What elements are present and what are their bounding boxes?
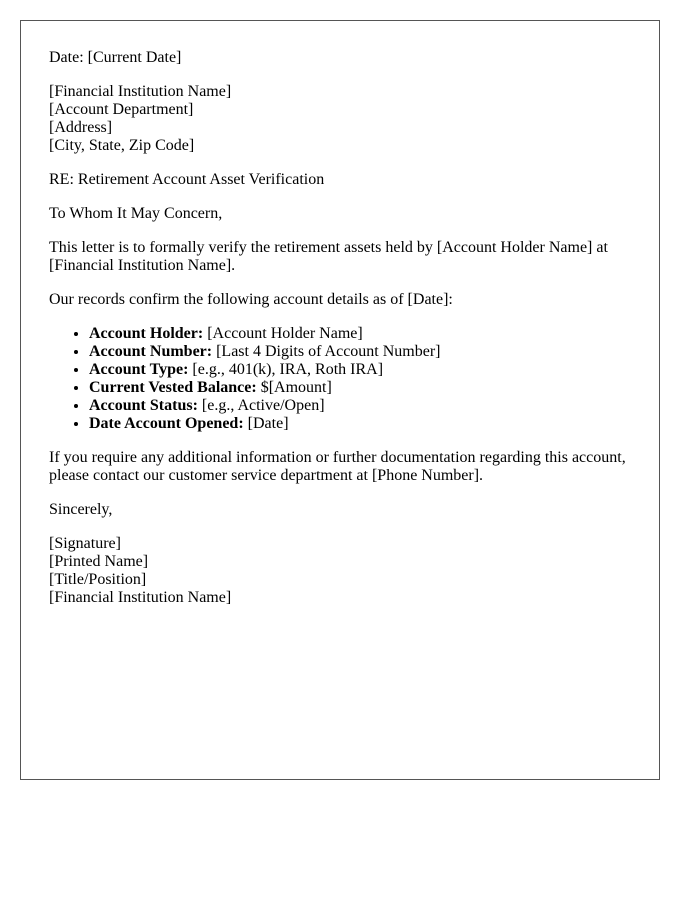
signature-block bbox=[49, 535, 631, 607]
records-intro: Our records confirm the following account details as of [Date]: bbox=[49, 291, 453, 308]
detail-account-number bbox=[89, 343, 631, 361]
detail-account-type bbox=[89, 361, 631, 379]
detail-account-holder bbox=[89, 325, 631, 343]
letter-page bbox=[20, 20, 660, 780]
detail-vested-balance bbox=[89, 379, 631, 397]
detail-account-status bbox=[89, 397, 631, 415]
date-line: Date: [Current Date] bbox=[49, 49, 182, 66]
title-position: [Title/Position] bbox=[49, 571, 147, 588]
detail-date-opened bbox=[89, 415, 631, 433]
recipient-department: [Account Department] bbox=[49, 101, 194, 118]
detail-label: Account Number: bbox=[89, 343, 213, 360]
closing-paragraph: If you require any additional information or further documentation regarding this account, please contact our customer service department at [Phone Number]. bbox=[49, 449, 626, 484]
detail-label: Account Status: bbox=[89, 397, 198, 414]
printed-name: [Printed Name] bbox=[49, 553, 149, 570]
signer-institution: [Financial Institution Name] bbox=[49, 589, 232, 606]
account-details-list bbox=[49, 325, 631, 433]
recipient-address-line: [Address] bbox=[49, 119, 113, 136]
detail-value: [e.g., 401(k), IRA, Roth IRA] bbox=[188, 361, 384, 378]
recipient-address bbox=[49, 83, 631, 155]
detail-value: [Last 4 Digits of Account Number] bbox=[212, 343, 441, 360]
detail-value: $[Amount] bbox=[256, 379, 332, 396]
detail-label: Date Account Opened: bbox=[89, 415, 244, 432]
detail-label: Account Type: bbox=[89, 361, 189, 378]
valediction: Sincerely, bbox=[49, 501, 113, 518]
detail-value: [e.g., Active/Open] bbox=[197, 397, 325, 414]
salutation: To Whom It May Concern, bbox=[49, 205, 223, 222]
signature: [Signature] bbox=[49, 535, 121, 552]
intro-paragraph: This letter is to formally verify the retirement assets held by [Account Holder Name] at [Financial Institution Name]. bbox=[49, 239, 608, 274]
detail-value: [Account Holder Name] bbox=[203, 325, 363, 342]
detail-label: Account Holder: bbox=[89, 325, 204, 342]
recipient-city-state-zip: [City, State, Zip Code] bbox=[49, 137, 195, 154]
detail-value: [Date] bbox=[243, 415, 289, 432]
subject-line: RE: Retirement Account Asset Verification bbox=[49, 171, 325, 188]
recipient-institution: [Financial Institution Name] bbox=[49, 83, 232, 100]
detail-label: Current Vested Balance: bbox=[89, 379, 257, 396]
